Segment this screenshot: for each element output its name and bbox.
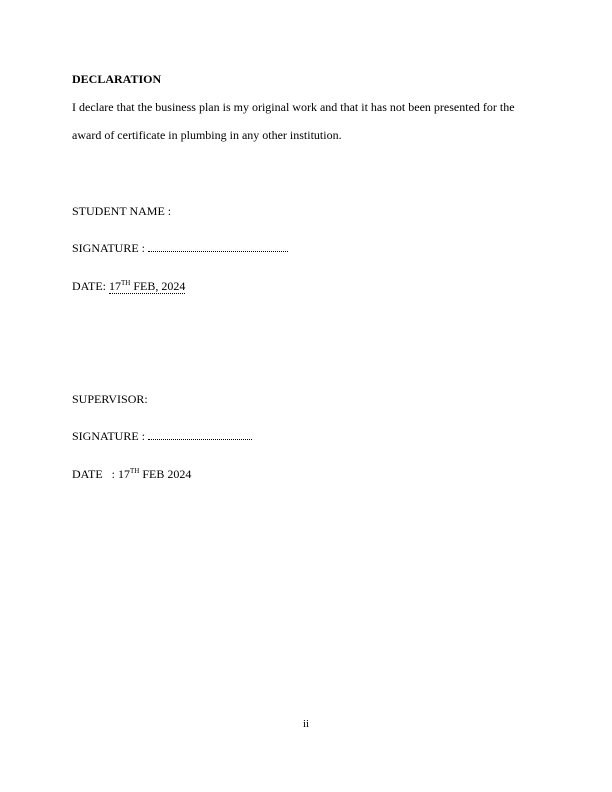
student-signature-label: SIGNATURE : [72, 241, 146, 255]
supervisor-signature-line [148, 430, 252, 440]
page-number: ii [302, 718, 310, 730]
student-signature-line [148, 242, 288, 252]
declaration-line-1: I declare that the business plan is my original work and that it has not been presented for the [72, 100, 515, 114]
declaration-heading: DECLARATION [72, 72, 162, 86]
student-name-label: STUDENT NAME : [72, 204, 172, 218]
student-date-value [109, 279, 185, 294]
declaration-line-2: award of certificate in plumbing in any other institution. [72, 128, 342, 142]
supervisor-date-label: DATE : [72, 467, 115, 481]
student-signature-row [72, 241, 288, 256]
student-date-suffix: TH [121, 279, 131, 287]
student-date-rest: FEB, 2024 [130, 279, 186, 293]
student-date-day: 17 [109, 279, 121, 293]
student-date-row [72, 279, 185, 294]
supervisor-date-value [118, 467, 191, 481]
supervisor-date-suffix: TH [130, 467, 140, 475]
supervisor-date-row [72, 467, 191, 482]
supervisor-date-rest: FEB 2024 [139, 467, 192, 481]
supervisor-signature-row [72, 429, 252, 444]
student-date-label: DATE: [72, 279, 106, 293]
supervisor-label: SUPERVISOR: [72, 392, 148, 406]
supervisor-date-day: 17 [118, 467, 130, 481]
supervisor-signature-label: SIGNATURE : [72, 429, 146, 443]
